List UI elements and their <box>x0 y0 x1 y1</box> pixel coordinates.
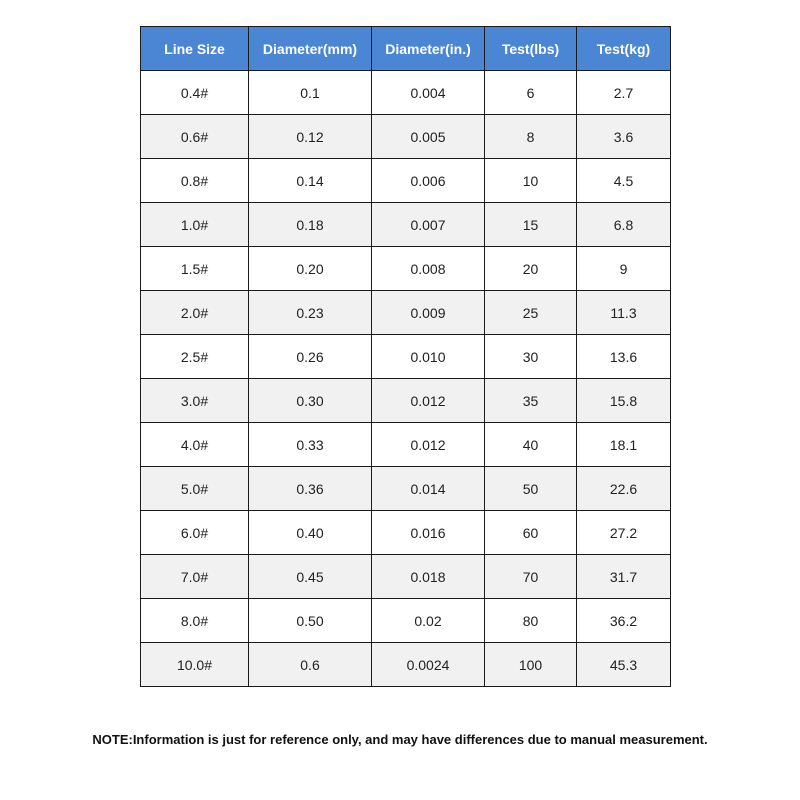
cell-diameter-in: 0.018 <box>372 555 485 599</box>
table-row <box>141 159 671 203</box>
cell-diameter-mm: 0.14 <box>249 159 372 203</box>
cell-diameter-mm: 0.20 <box>249 247 372 291</box>
cell-test-kg: 18.1 <box>577 423 671 467</box>
cell-line-size: 4.0# <box>141 423 249 467</box>
cell-diameter-in: 0.012 <box>372 423 485 467</box>
cell-test-lbs: 50 <box>485 467 577 511</box>
cell-diameter-mm: 0.1 <box>249 71 372 115</box>
cell-line-size: 2.0# <box>141 291 249 335</box>
cell-test-kg: 2.7 <box>577 71 671 115</box>
table-row <box>141 71 671 115</box>
cell-diameter-mm: 0.23 <box>249 291 372 335</box>
table-row <box>141 203 671 247</box>
cell-test-lbs: 20 <box>485 247 577 291</box>
table-row <box>141 599 671 643</box>
cell-line-size: 1.0# <box>141 203 249 247</box>
header-diameter-in: Diameter(in.) <box>372 27 485 71</box>
cell-diameter-mm: 0.45 <box>249 555 372 599</box>
cell-test-lbs: 35 <box>485 379 577 423</box>
cell-diameter-in: 0.014 <box>372 467 485 511</box>
cell-test-kg: 4.5 <box>577 159 671 203</box>
cell-diameter-mm: 0.36 <box>249 467 372 511</box>
table-row <box>141 555 671 599</box>
cell-line-size: 5.0# <box>141 467 249 511</box>
cell-test-lbs: 100 <box>485 643 577 687</box>
cell-line-size: 3.0# <box>141 379 249 423</box>
cell-test-lbs: 8 <box>485 115 577 159</box>
table-row <box>141 291 671 335</box>
header-line-size: Line Size <box>141 27 249 71</box>
cell-line-size: 0.8# <box>141 159 249 203</box>
cell-diameter-in: 0.0024 <box>372 643 485 687</box>
cell-test-lbs: 70 <box>485 555 577 599</box>
cell-diameter-mm: 0.30 <box>249 379 372 423</box>
cell-test-kg: 31.7 <box>577 555 671 599</box>
disclaimer-note: NOTE:Information is just for reference only, and may have differences due to manual measurement. <box>92 732 708 747</box>
cell-test-kg: 6.8 <box>577 203 671 247</box>
cell-diameter-in: 0.016 <box>372 511 485 555</box>
table-row <box>141 423 671 467</box>
cell-test-lbs: 40 <box>485 423 577 467</box>
cell-test-kg: 27.2 <box>577 511 671 555</box>
cell-diameter-in: 0.006 <box>372 159 485 203</box>
cell-diameter-in: 0.004 <box>372 71 485 115</box>
cell-test-lbs: 10 <box>485 159 577 203</box>
cell-test-kg: 36.2 <box>577 599 671 643</box>
cell-line-size: 7.0# <box>141 555 249 599</box>
cell-test-kg: 15.8 <box>577 379 671 423</box>
cell-diameter-in: 0.02 <box>372 599 485 643</box>
cell-diameter-in: 0.007 <box>372 203 485 247</box>
cell-line-size: 1.5# <box>141 247 249 291</box>
cell-diameter-mm: 0.40 <box>249 511 372 555</box>
cell-line-size: 6.0# <box>141 511 249 555</box>
cell-diameter-in: 0.010 <box>372 335 485 379</box>
cell-line-size: 2.5# <box>141 335 249 379</box>
table-row <box>141 115 671 159</box>
cell-diameter-in: 0.008 <box>372 247 485 291</box>
cell-test-lbs: 80 <box>485 599 577 643</box>
cell-test-kg: 45.3 <box>577 643 671 687</box>
cell-test-kg: 3.6 <box>577 115 671 159</box>
cell-test-kg: 11.3 <box>577 291 671 335</box>
table-row <box>141 643 671 687</box>
cell-line-size: 0.6# <box>141 115 249 159</box>
line-spec-table <box>140 26 671 687</box>
cell-test-lbs: 30 <box>485 335 577 379</box>
cell-test-lbs: 15 <box>485 203 577 247</box>
cell-diameter-mm: 0.26 <box>249 335 372 379</box>
table-body <box>141 71 671 687</box>
cell-test-kg: 13.6 <box>577 335 671 379</box>
cell-line-size: 10.0# <box>141 643 249 687</box>
cell-line-size: 8.0# <box>141 599 249 643</box>
cell-diameter-mm: 0.33 <box>249 423 372 467</box>
cell-test-lbs: 25 <box>485 291 577 335</box>
header-test-lbs: Test(lbs) <box>485 27 577 71</box>
cell-diameter-mm: 0.18 <box>249 203 372 247</box>
table-row <box>141 467 671 511</box>
cell-diameter-mm: 0.50 <box>249 599 372 643</box>
cell-diameter-in: 0.005 <box>372 115 485 159</box>
table-row <box>141 511 671 555</box>
cell-diameter-in: 0.012 <box>372 379 485 423</box>
cell-test-kg: 9 <box>577 247 671 291</box>
table-header-row <box>141 27 671 71</box>
cell-diameter-mm: 0.6 <box>249 643 372 687</box>
cell-line-size: 0.4# <box>141 71 249 115</box>
header-diameter-mm: Diameter(mm) <box>249 27 372 71</box>
cell-diameter-mm: 0.12 <box>249 115 372 159</box>
header-test-kg: Test(kg) <box>577 27 671 71</box>
cell-diameter-in: 0.009 <box>372 291 485 335</box>
table-row <box>141 379 671 423</box>
cell-test-lbs: 6 <box>485 71 577 115</box>
cell-test-kg: 22.6 <box>577 467 671 511</box>
cell-test-lbs: 60 <box>485 511 577 555</box>
table-row <box>141 335 671 379</box>
table-row <box>141 247 671 291</box>
